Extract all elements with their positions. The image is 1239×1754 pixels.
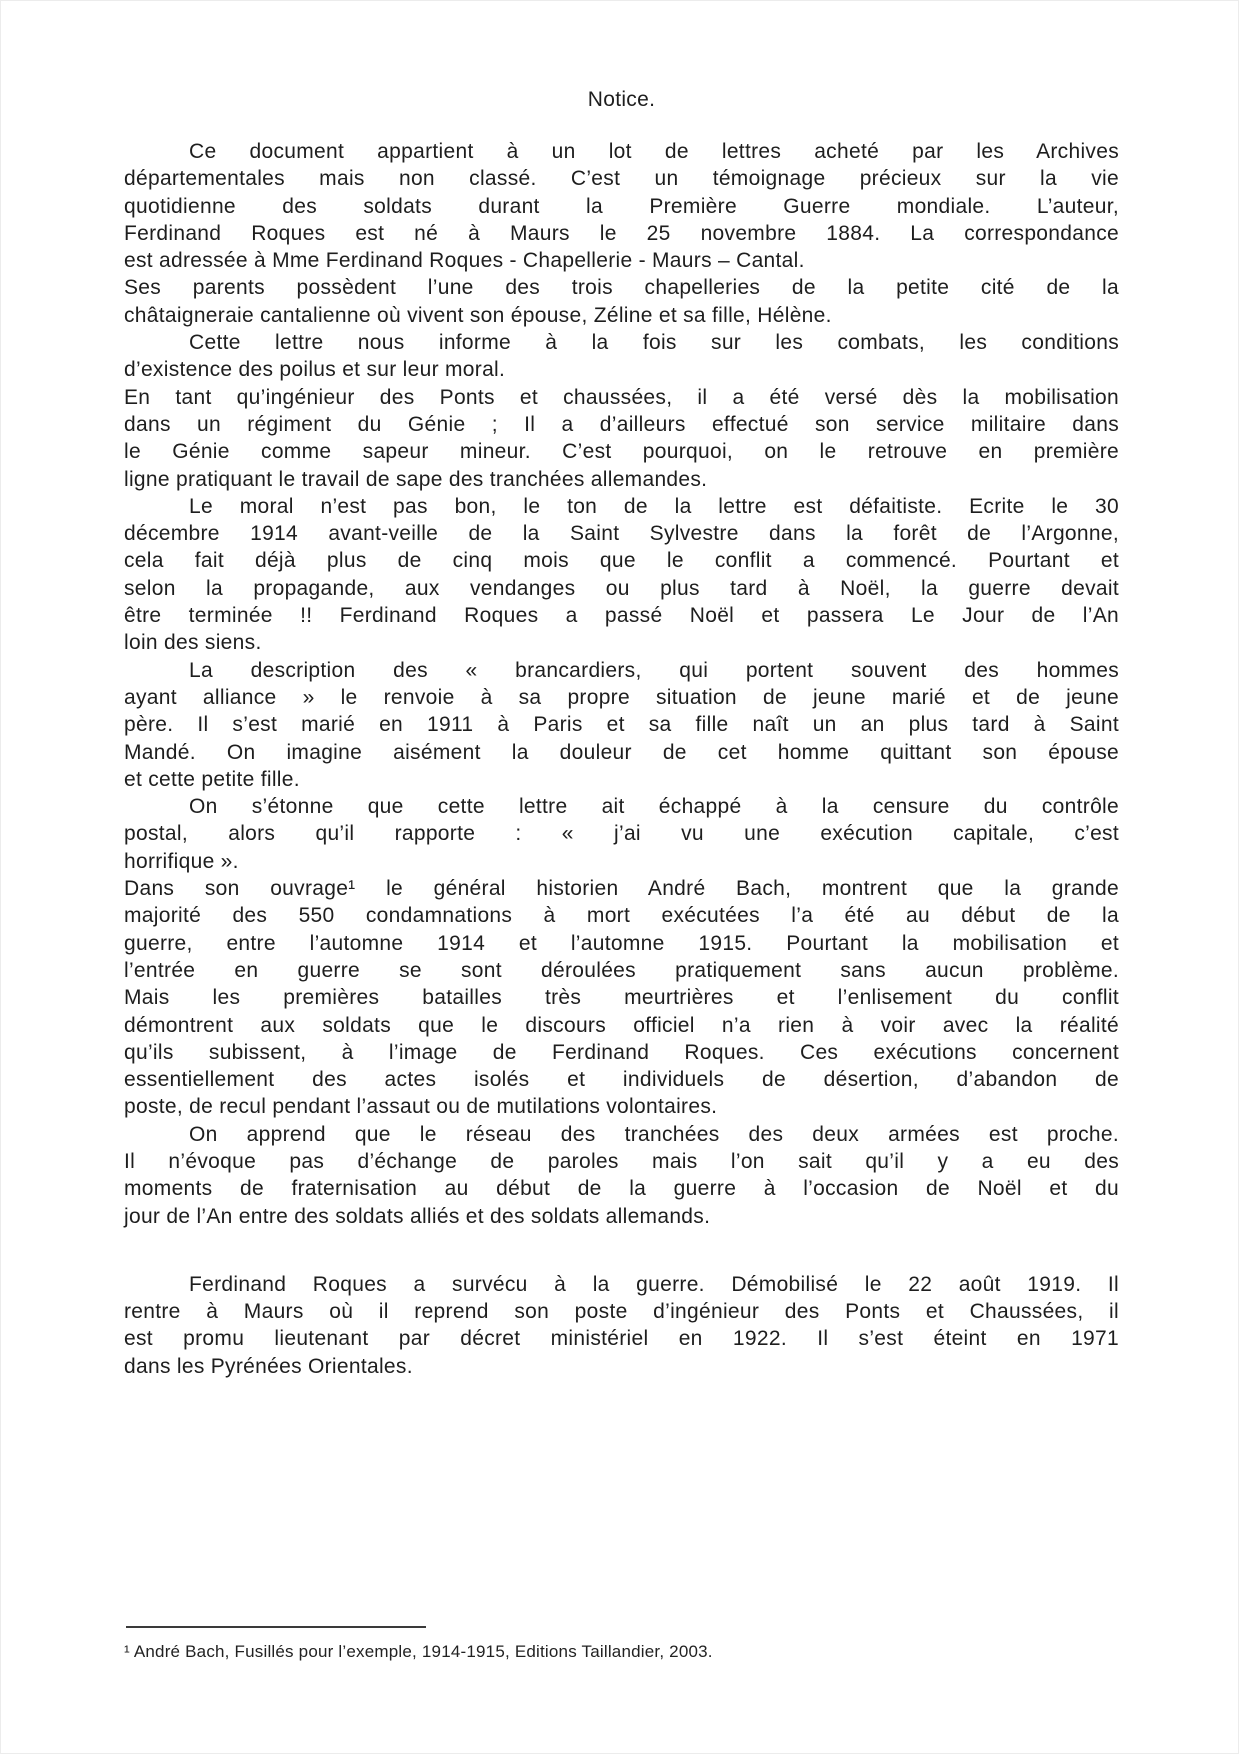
text-line: Ferdinand Roques est né à Maurs le 25 novembre 1884. La correspondance	[124, 221, 1119, 245]
text-line: Cette lettre nous informe à la fois sur les combats, les conditions	[189, 331, 1119, 355]
text-line: On s’étonne que cette lettre ait échappé à la censure du contrôle	[189, 795, 1119, 819]
text-line: d’existence des poilus et sur leur moral.	[124, 358, 506, 382]
text-line: postal, alors qu’il rapporte : « j’ai vu une exécution capitale, c’est	[124, 822, 1119, 846]
paragraph	[124, 274, 1119, 329]
text-line: Le moral n’est pas bon, le ton de la lettre est défaitiste. Ecrite le 30	[189, 494, 1119, 518]
footnote-area	[124, 1626, 1119, 1663]
text-line: En tant qu’ingénieur des Ponts et chaussées, il a été versé dès la mobilisation	[124, 385, 1119, 409]
document-title: Notice.	[587, 88, 656, 111]
text-line: Mais les premières batailles très meurtrières et l’enlisement du conflit	[124, 986, 1119, 1010]
text-line: Ce document appartient à un lot de lettres acheté par les Archives	[189, 140, 1119, 163]
text-line: moments de fraternisation au début de la guerre à l’occasion de Noël et du	[124, 1177, 1119, 1201]
paragraph	[124, 493, 1119, 657]
text-line: jour de l’An entre des soldats alliés et des soldats allemands.	[124, 1204, 711, 1228]
text-line: dans un régiment du Génie ; Il a d’ailleurs effectué son service militaire dans	[124, 412, 1119, 436]
text-line: poste, de recul pendant l’assaut ou de mutilations volontaires.	[124, 1095, 718, 1119]
text-line: l’entrée en guerre se sont déroulées pratiquement sans aucun problème.	[124, 958, 1119, 982]
text-line: décembre 1914 avant-veille de la Saint Sylvestre dans la forêt de l’Argonne,	[124, 522, 1119, 546]
paragraph	[124, 793, 1119, 875]
document-content	[124, 86, 1119, 1380]
paragraph	[124, 384, 1119, 493]
text-line: châtaigneraie cantalienne où vivent son épouse, Zéline et sa fille, Hélène.	[124, 303, 832, 327]
document-body	[124, 138, 1119, 1380]
text-line: Ferdinand Roques a survécu à la guerre. Démobilisé le 22 août 1919. Il	[189, 1272, 1119, 1296]
paragraph	[124, 1271, 1119, 1380]
text-line: être terminée !! Ferdinand Roques a passé Noël et passera Le Jour de l’An	[124, 604, 1119, 628]
paragraph	[124, 875, 1119, 1121]
text-line: démontrent aux soldats que le discours officiel n’a rien à voir avec la réalité	[124, 1013, 1119, 1037]
text-line: ligne pratiquant le travail de sape des tranchées allemandes.	[124, 467, 708, 491]
text-line: Mandé. On imagine aisément la douleur de cet homme quittant son épouse	[124, 740, 1119, 764]
text-line: dans les Pyrénées Orientales.	[124, 1354, 413, 1378]
text-line: On apprend que le réseau des tranchées des deux armées est proche.	[189, 1122, 1119, 1146]
text-line: rentre à Maurs où il reprend son poste d’ingénieur des Ponts et Chaussées, il	[124, 1300, 1119, 1324]
paragraph	[124, 329, 1119, 384]
text-line: père. Il s’est marié en 1911 à Paris et sa fille naît un an plus tard à Saint	[124, 713, 1119, 737]
text-line: cela fait déjà plus de cinq mois que le conflit a commencé. Pourtant et	[124, 549, 1119, 573]
text-line: est promu lieutenant par décret ministériel en 1922. Il s’est éteint en 1971	[124, 1327, 1119, 1351]
footnote-separator-rule	[126, 1626, 426, 1628]
text-line: horrifique ».	[124, 849, 239, 873]
text-line: départementales mais non classé. C’est un témoignage précieux sur la vie	[124, 167, 1119, 191]
paragraph	[124, 138, 1119, 274]
text-line: ayant alliance » le renvoie à sa propre situation de jeune marié et de jeune	[124, 685, 1119, 709]
text-line: quotidienne des soldats durant la Première Guerre mondiale. L’auteur,	[124, 194, 1119, 218]
text-line: Dans son ouvrage¹ le général historien André Bach, montrent que la grande	[124, 877, 1119, 901]
text-line: qu’ils subissent, à l’image de Ferdinand Roques. Ces exécutions concernent	[124, 1040, 1119, 1064]
paragraph	[124, 657, 1119, 793]
text-line: selon la propagande, aux vendanges ou plus tard à Noël, la guerre devait	[124, 576, 1119, 600]
text-line: La description des « brancardiers, qui portent souvent des hommes	[189, 658, 1119, 682]
text-line: Ses parents possèdent l’une des trois chapelleries de la petite cité de la	[124, 276, 1119, 300]
paragraph	[124, 1121, 1119, 1230]
text-line: est adressée à Mme Ferdinand Roques - Chapellerie - Maurs – Cantal.	[124, 249, 805, 273]
text-line: majorité des 550 condamnations à mort exécutées l’a été au début de la	[124, 904, 1119, 928]
footnote-text: ¹ André Bach, Fusillés pour l’exemple, 1914-1915, Editions Taillandier, 2003.	[124, 1642, 713, 1661]
text-line: et cette petite fille.	[124, 767, 300, 791]
text-line: le Génie comme sapeur mineur. C’est pourquoi, on le retrouve en première	[124, 440, 1119, 464]
text-line: essentiellement des actes isolés et individuels de désertion, d’abandon de	[124, 1068, 1119, 1092]
text-line: guerre, entre l’automne 1914 et l’automne 1915. Pourtant la mobilisation et	[124, 931, 1119, 955]
text-line: loin des siens.	[124, 631, 262, 655]
text-line: Il n’évoque pas d’échange de paroles mais l’on sait qu’il y a eu des	[124, 1149, 1119, 1173]
